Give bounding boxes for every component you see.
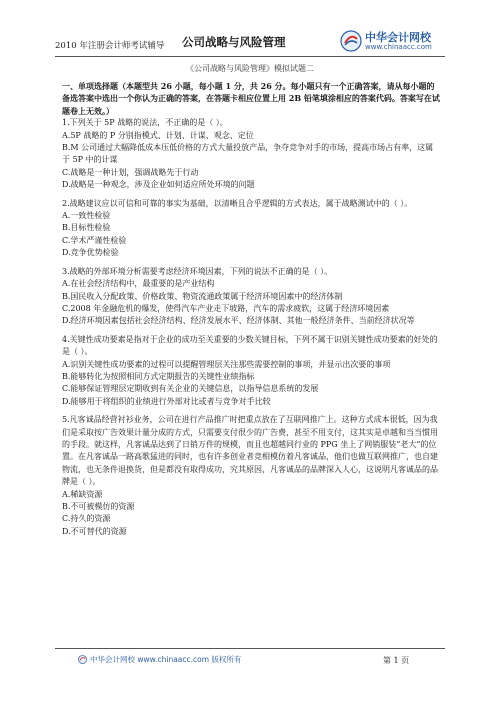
option-a: A.稀缺资源	[62, 489, 103, 499]
footer-divider	[55, 648, 445, 649]
chinaacc-logo-icon	[78, 655, 87, 664]
option-c: C.2008 年金融危机的爆发，使得汽车产业走下坡路，汽车的需求疲软，这属于经济环境因素	[62, 303, 390, 313]
option-b: B.目标性检验	[62, 223, 111, 233]
question-1	[62, 117, 440, 191]
header-divider	[55, 56, 445, 57]
exam-content	[62, 80, 440, 538]
question-stem: 5.凡客诚品经营衬衫业务，公司在进行产品推广时把重点放在了互联网推广上。这种方式成本很低，因为我们是采取按广告效果计量分成的方式，只需要支付很少的广告费，甚至不用支付，这其实是卓越和当当惯用的手段。就这样，凡客诚品达到了日销万件的规模，而且也超越同行业的 PPG 坐上了网销服装“老大”的位置。在凡客诚品一路高歌猛进的同时，也有许多创业者竞相模仿着凡客诚品，他们也做互联网推广，也自建物流，也无条件退换货，但是都没有取得成功，究其原因，凡客诚品的品牌深入人心，这说明凡客诚品的品牌是（ ）。	[62, 415, 438, 487]
header-exam-label: 2010 年注册会计师考试辅导	[55, 41, 165, 51]
option-d: D.不可替代的资源	[62, 526, 127, 536]
option-b: B.不可被模仿的资源	[62, 502, 135, 511]
option-c: C.能够保证管理层定期收到有关企业的关键信息，以指导信息系统的发展	[62, 384, 319, 394]
document-title: 《公司战略与风险管理》模拟试题二	[186, 64, 314, 73]
question-2	[62, 198, 440, 260]
option-c: C.学术严谨性检验	[62, 235, 127, 245]
question-stem: 1.下列关于 5P 战略的说法，不正确的是（ ）。	[62, 118, 228, 128]
page-header	[55, 28, 455, 56]
question-4	[62, 334, 440, 408]
chinaacc-logo-icon	[340, 30, 362, 52]
section-heading: 一、单项选择题（本题型共 26 小题，每小题 1 分，共 26 分。每小题只有一个正确答案，请从每小题的备选答案中选出一个你认为正确的答案，在答题卡相应位置上用 2B 铅笔填涂相应的答案代码。答案写在试题卷上无效。）	[62, 81, 440, 116]
option-b: B.国民收入分配政策、价格政策、物资流通政策属于经济环境因素中的经济体制	[62, 291, 343, 301]
footer-logo-text: 中华会计网校 www.chinaacc.com 版权所有	[90, 655, 242, 664]
logo-url: www.chinaacc.com	[365, 43, 432, 51]
option-a: A.在社会经济结构中，最重要的是产业结构	[62, 279, 215, 289]
option-a: A.识别关键性成功要素的过程可以提醒管理层关注那些需要控制的事项，并显示出次要的事项	[62, 359, 391, 369]
option-b: B.M 公司通过大幅降低成本压低价格的方式大量投放产品，争夺竞争对手的市场，提高市场占有率，这属于 5P 中的计谋	[62, 143, 434, 165]
option-b: B.能够转化为按照相同方式定期报告的关键性业绩指标	[62, 371, 255, 381]
page-number: 第 1 页	[383, 656, 410, 665]
question-stem: 4.关键性成功要素是指对于企业的成功至关重要的少数关键目标，下列不属于识别关键性成功要素的好处的是（ ）。	[62, 334, 438, 357]
chinaacc-logo	[340, 28, 460, 55]
option-a: A.5P 战略的 P 分别指模式、计划、计谋、观念、定位	[62, 130, 254, 140]
option-d: D.经济环境因素包括社会经济结构、经济发展水平、经济体制、其他一般经济条件、当前经济状况等	[62, 316, 415, 326]
option-d: D.能够用于将组织的业绩进行外部对比或者与竞争对手比较	[62, 396, 271, 406]
option-c: C.持久的资源	[62, 514, 111, 524]
question-stem: 2.战略建议应以可信和可靠的事实为基础，以清晰且合乎逻辑的方式表达，属于战略测试中的（ ）。	[62, 198, 413, 208]
question-stem: 3.战略的外部环境分析需要考虑经济环境因素，下列的说法不正确的是（ ）。	[62, 266, 333, 276]
question-5	[62, 414, 440, 538]
option-d: D.竞争优势检验	[62, 248, 119, 258]
option-d: D.战略是一种观念，涉及企业如何适应所处环境的问题	[62, 180, 255, 190]
header-subject-title: 公司战略与风险管理	[182, 35, 286, 49]
footer-copyright	[78, 654, 241, 665]
option-c: C.战略是一种计划，强调战略先于行动	[62, 167, 199, 177]
option-a: A.一致性检验	[62, 211, 111, 221]
question-3	[62, 266, 440, 328]
logo-name: 中华会计网校	[365, 31, 431, 44]
